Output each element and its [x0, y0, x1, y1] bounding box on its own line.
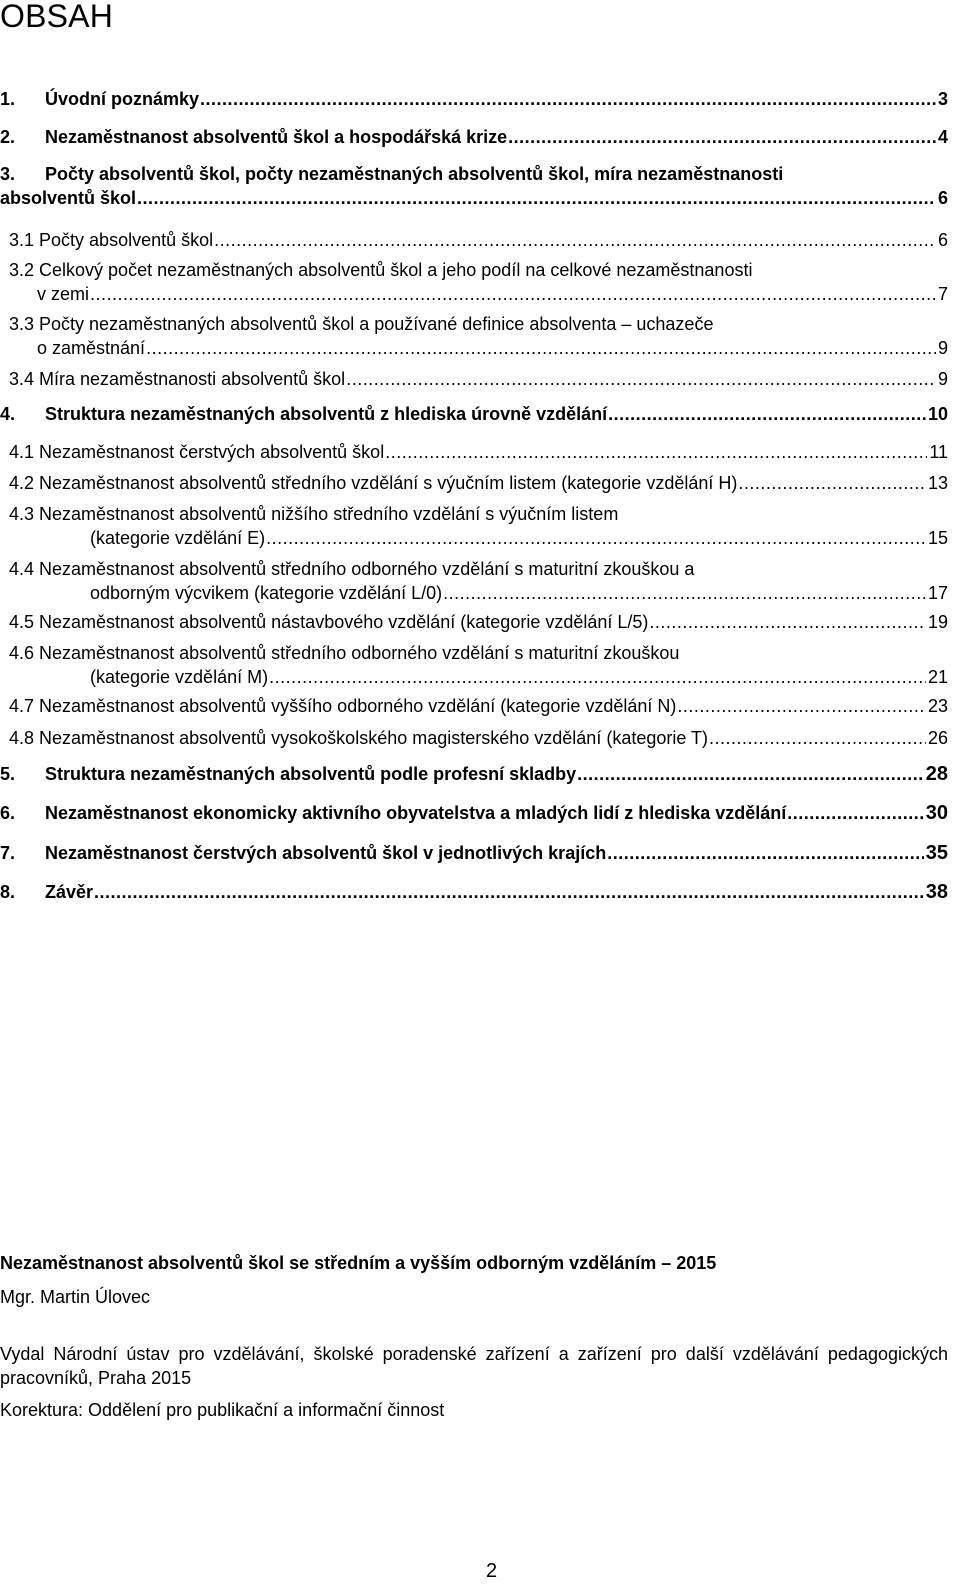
toc-entry-title: 4.7 Nezaměstnanost absolventů vyššího odborného vzdělání (kategorie vzdělání N) — [9, 696, 677, 716]
toc-entry-page: 7 — [937, 284, 948, 304]
toc-leader-dots — [787, 801, 923, 825]
toc-entry-4[interactable] — [0, 402, 948, 426]
toc-entry-page: 28 — [925, 763, 948, 785]
toc-entry-page: 6 — [937, 188, 948, 208]
toc-entry-4-2[interactable] — [9, 471, 948, 495]
toc-entry-page: 9 — [937, 338, 948, 358]
proofreading-note: Korektura: Oddělení pro publikační a informační činnost — [0, 1400, 445, 1420]
toc-entry-page: 10 — [927, 404, 948, 424]
toc-entry-3-1[interactable] — [9, 228, 948, 252]
toc-leader-dots — [709, 726, 926, 750]
toc-entry-3-2[interactable] — [9, 258, 948, 306]
toc-leader-dots — [508, 125, 936, 149]
toc-entry-number: 1. — [0, 89, 16, 109]
toc-entry-4-3[interactable] — [9, 502, 948, 550]
toc-entry-title-line: 3.3 Počty nezaměstnaných absolventů škol a používané definice absolventa – uchazeče — [9, 314, 714, 334]
toc-entry-4-8[interactable] — [9, 726, 948, 750]
toc-entry-page: 15 — [927, 528, 948, 548]
toc-entry-4-5[interactable] — [9, 610, 948, 634]
toc-entry-title-line: (kategorie vzdělání E) — [90, 528, 266, 548]
toc-entry-3-4[interactable] — [9, 367, 948, 391]
toc-entry-page: 19 — [927, 612, 948, 632]
toc-leader-dots — [738, 471, 926, 495]
toc-entry-title-line: 4.4 Nezaměstnanost absolventů středního odborného vzdělání s maturitní zkouškou a — [9, 559, 695, 579]
toc-entry-title: 4.1 Nezaměstnanost čerstvých absolventů škol — [9, 442, 385, 462]
toc-entry-page: 30 — [925, 802, 948, 824]
toc-entry-number: 8. — [0, 882, 16, 902]
toc-leader-dots — [577, 762, 924, 786]
toc-entry-title: 3.1 Počty absolventů škol — [9, 230, 214, 250]
toc-entry-title-line: (kategorie vzdělání M) — [90, 667, 269, 687]
toc-entry-number: 6. — [0, 803, 16, 823]
toc-entry-title-line: o zaměstnání — [37, 338, 146, 358]
toc-entry-page: 6 — [937, 230, 948, 250]
toc-entry-title-line: odborným výcvikem (kategorie vzdělání L/0) — [90, 583, 443, 603]
toc-leader-dots — [608, 402, 926, 426]
toc-entry-number: 2. — [0, 127, 16, 147]
publisher-note: Vydal Národní ústav pro vzdělávání, školské poradenské zařízení a zařízení pro další vzdělávání pedagogických pracovníků, Praha 2015 — [0, 1344, 948, 1388]
toc-entry-title-line: absolventů škol — [0, 188, 137, 208]
toc-entry-page: 11 — [929, 442, 948, 462]
toc-leader-dots — [346, 367, 936, 391]
toc-leader-dots — [266, 526, 926, 550]
author: Mgr. Martin Úlovec — [0, 1287, 151, 1307]
toc-leader-dots — [443, 581, 926, 605]
toc-entry-page: 17 — [927, 583, 948, 603]
publication-title: Nezaměstnanost absolventů škol se středním a vyšším odborným vzděláním – 2015 — [0, 1253, 717, 1273]
toc-leader-dots — [649, 610, 926, 634]
toc-entry-number: 4. — [0, 404, 16, 424]
toc-entry-4-7[interactable] — [9, 694, 948, 718]
toc-entry-3-3[interactable] — [9, 312, 948, 360]
toc-entry-2[interactable] — [0, 125, 948, 149]
toc-entry-title-line: 4.3 Nezaměstnanost absolventů nižšího středního vzdělání s výučním listem — [9, 504, 619, 524]
toc-entry-title: 4.8 Nezaměstnanost absolventů vysokoškolského magisterského vzdělání (kategorie T) — [9, 728, 709, 748]
toc-entry-page: 35 — [925, 842, 948, 864]
toc-entry-page: 23 — [927, 696, 948, 716]
toc-entry-title: Závěr — [45, 882, 94, 902]
toc-leader-dots — [385, 440, 927, 464]
toc-leader-dots — [200, 87, 936, 111]
toc-entry-title: 4.2 Nezaměstnanost absolventů středního vzdělání s výučním listem (kategorie vzdělání H) — [9, 473, 738, 493]
toc-entry-5[interactable] — [0, 762, 948, 786]
toc-leader-dots — [677, 694, 926, 718]
toc-entry-title: Úvodní poznámky — [45, 89, 200, 109]
toc-entry-page: 13 — [927, 473, 948, 493]
toc-entry-number: 3. — [0, 164, 16, 184]
toc-entry-number: 5. — [0, 764, 16, 784]
toc-entry-title-line: Počty absolventů škol, počty nezaměstnaných absolventů škol, míra nezaměstnanosti — [45, 164, 784, 184]
toc-entry-title: 4.5 Nezaměstnanost absolventů nástavbového vzdělání (kategorie vzdělání L/5) — [9, 612, 649, 632]
toc-entry-8[interactable] — [0, 880, 948, 904]
toc-entry-page: 21 — [927, 667, 948, 687]
toc-entry-title: Nezaměstnanost čerstvých absolventů škol v jednotlivých krajích — [45, 843, 607, 863]
toc-entry-title: Struktura nezaměstnaných absolventů podle profesní skladby — [45, 764, 577, 784]
toc-entry-page: 26 — [927, 728, 948, 748]
page-title: OBSAH — [0, 0, 114, 34]
toc-entry-page: 4 — [937, 127, 948, 147]
page-number: 2 — [486, 1560, 498, 1582]
toc-entry-title: Nezaměstnanost absolventů škol a hospodářská krize — [45, 127, 508, 147]
toc-leader-dots — [90, 282, 936, 306]
toc-entry-page: 38 — [925, 881, 948, 903]
toc-entry-title: Struktura nezaměstnaných absolventů z hlediska úrovně vzdělání — [45, 404, 608, 424]
toc-entry-title-line: v zemi — [37, 284, 90, 304]
toc-leader-dots — [214, 228, 936, 252]
toc-leader-dots — [607, 841, 924, 865]
toc-entry-4-4[interactable] — [9, 557, 948, 605]
toc-entry-page: 9 — [937, 369, 948, 389]
toc-entry-4-1[interactable] — [9, 440, 948, 464]
toc-entry-title: Nezaměstnanost ekonomicky aktivního obyvatelstva a mladých lidí z hlediska vzdělání — [45, 803, 787, 823]
toc-entry-page: 3 — [937, 89, 948, 109]
toc-entry-number: 7. — [0, 843, 16, 863]
toc-entry-title-line: 4.6 Nezaměstnanost absolventů středního odborného vzdělání s maturitní zkouškou — [9, 643, 680, 663]
toc-leader-dots — [269, 665, 926, 689]
toc-entry-title: 3.4 Míra nezaměstnanosti absolventů škol — [9, 369, 346, 389]
toc-entry-1[interactable] — [0, 87, 948, 111]
toc-entry-7[interactable] — [0, 841, 948, 865]
toc-leader-dots — [137, 186, 936, 210]
toc-leader-dots — [94, 880, 924, 904]
toc-entry-4-6[interactable] — [9, 641, 948, 689]
toc-entry-3[interactable] — [0, 162, 948, 210]
toc-entry-6[interactable] — [0, 801, 948, 825]
toc-entry-title-line: 3.2 Celkový počet nezaměstnaných absolventů škol a jeho podíl na celkové nezaměstnanosti — [9, 260, 753, 280]
toc-leader-dots — [146, 336, 936, 360]
